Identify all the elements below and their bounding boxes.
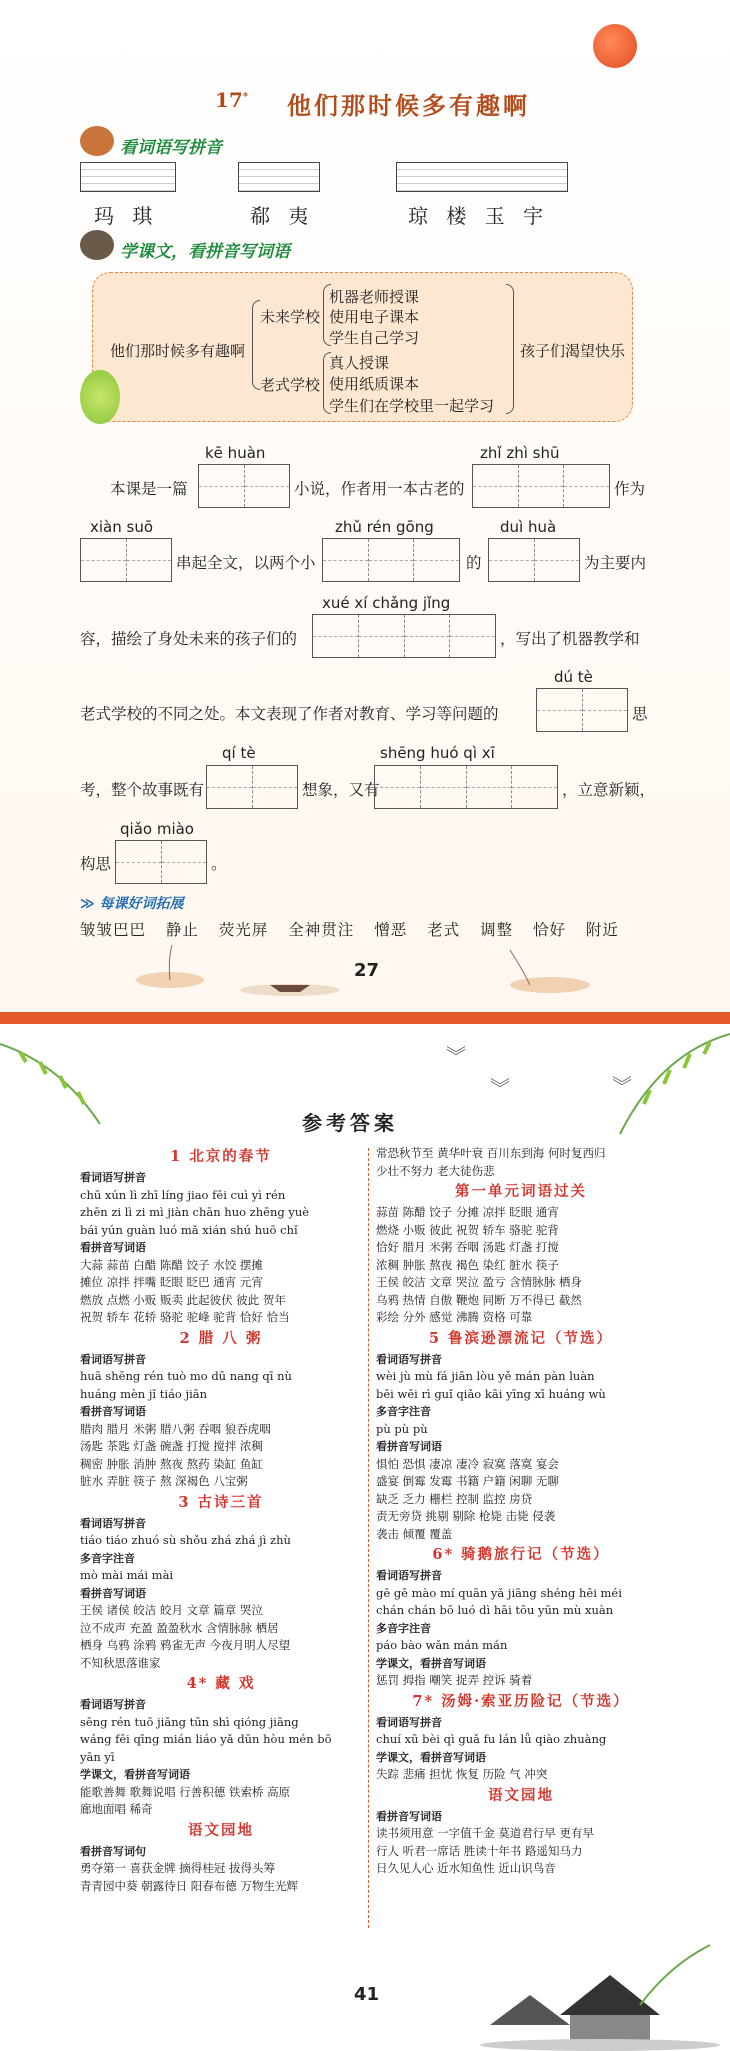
answer-line: chuí xū bèi qì guǎ fu lán lǚ qiào zhuàng — [376, 1732, 607, 1746]
pinyin-du-te: dú tè — [554, 668, 593, 686]
answer-subheading: 多音字注音 — [80, 1551, 135, 1565]
answer-line: 燃放 点燃 小贩 贩卖 此起彼伏 彼此 贺年 — [80, 1292, 286, 1307]
answer-subheading: 看词语写拼音 — [80, 1516, 146, 1530]
sun-decoration — [593, 24, 637, 68]
answer-line: 青青园中葵 朝露待日 阳春布德 万物生光辉 — [80, 1878, 298, 1893]
answer-line: 不知秋思落谁家 — [80, 1655, 161, 1670]
answer-grid-du-te[interactable] — [536, 688, 628, 732]
answer-grid-dui-hua[interactable] — [488, 538, 580, 582]
text-line-5a: 考，整个故事既有 — [80, 781, 205, 799]
pinyin-box-2[interactable] — [238, 162, 320, 192]
answer-line: 恰好 腊月 米粥 吞咽 汤匙 灯盏 打搅 — [376, 1240, 559, 1254]
lesson-title: 他们那时候多有趣啊 — [287, 91, 530, 120]
text-line-2c: 为主要内 — [584, 554, 647, 572]
word-1: 玛 琪 — [94, 204, 159, 228]
text-line-6a: 构思 — [80, 855, 112, 873]
word-2: 郗 夷 — [250, 204, 315, 228]
answer-heading: 1 北京的春节 — [170, 1148, 272, 1165]
answer-column-right — [376, 1145, 666, 1878]
map-old-item-3: 学生们在学校里一起学习 — [329, 397, 495, 415]
workbook-page-27 — [0, 0, 730, 1018]
answer-line: huā shēng rén tuò mo dū nang qī nù — [80, 1369, 292, 1383]
answer-grid-ke-huan[interactable] — [198, 464, 290, 508]
pinyin-zhi-zhi-shu: zhǐ zhì shū — [480, 444, 560, 462]
answer-heading: 7* 汤姆·索亚历险记（节选） — [412, 1692, 630, 1710]
pinyin-xian-suo: xiàn suō — [90, 518, 154, 536]
answer-grid-qiao-miao[interactable] — [115, 840, 207, 884]
section-title-pinyin: 看词语写拼音 — [120, 138, 222, 158]
text-line-5b: 想象，又有 — [302, 781, 380, 799]
answer-line: mò mài mái mài — [80, 1568, 174, 1582]
answer-line: 缺乏 乏力 栅栏 控制 监控 房贷 — [376, 1491, 533, 1506]
cow-mascot-icon — [80, 230, 114, 260]
answer-heading: 3 古诗三首 — [178, 1493, 264, 1511]
pinyin-ke-huan: kē huàn — [205, 444, 266, 462]
pinyin-dui-hua: duì huà — [500, 518, 557, 536]
page-number-27: 27 — [354, 960, 380, 981]
answer-subheading: 看拼音写词句 — [80, 1844, 146, 1858]
map-old-item-2: 使用纸质课本 — [329, 375, 420, 393]
answer-subheading: 看拼音写词语 — [376, 1440, 442, 1453]
map-future-item-3: 学生自己学习 — [329, 329, 420, 347]
answer-heading: 语文园地 — [188, 1821, 254, 1839]
answer-line: 盛宴 倒霉 发霉 书籍 户籍 闲聊 无聊 — [376, 1474, 559, 1488]
answer-line: 乌鸦 热情 自傲 鞭炮 同断 万不得已 截然 — [376, 1292, 582, 1307]
pinyin-box-1[interactable] — [80, 162, 176, 192]
answer-line: 彩绘 分外 感觉 沸腾 资格 可靠 — [376, 1310, 533, 1324]
double-arrow-icon: ≫ — [80, 896, 100, 912]
answer-line: wáng fēi qīng mián liáo yǎ dūn hòu mén bō — [80, 1732, 332, 1746]
map-brace-left — [252, 300, 260, 390]
answer-line: chū xún lì zhī líng jiao fēi cuì yì rén — [80, 1187, 286, 1202]
answer-heading: 2 腊 八 粥 — [179, 1329, 263, 1347]
page-number-41: 41 — [354, 1984, 380, 2005]
column-divider — [368, 1148, 369, 1928]
map-future: 未来学校 — [260, 308, 321, 326]
map-right: 孩子们渴望快乐 — [520, 342, 626, 360]
willow-branch-left-illustration — [0, 1034, 120, 1144]
map-old: 老式学校 — [260, 376, 321, 394]
answer-line: 袭击 倾覆 覆盖 — [376, 1526, 453, 1541]
text-line-1b: 小说，作者用一本古老的 — [294, 480, 465, 498]
text-line-4a: 老式学校的不同之处。本文表现了作者对教育、学习等问题的 — [80, 705, 499, 723]
answer-line: 王侯 诸侯 皎洁 皎月 文章 篇章 哭泣 — [80, 1603, 263, 1617]
answer-line: 腊肉 腊月 米粥 腊八粥 吞咽 狼吞虎咽 — [80, 1421, 271, 1436]
answer-line: 浓稠 肿胀 熬夜 褐色 染红 脏水 筷子 — [376, 1257, 559, 1272]
answer-grid-zhi-zhi-shu[interactable] — [472, 464, 610, 508]
answer-line: 勇夺第一 喜获金牌 摘得桂冠 拔得头筹 — [80, 1861, 275, 1875]
pinyin-xue-xi-chang-jing: xué xí chǎng jǐng — [322, 594, 451, 612]
answer-line: 蒜苗 陈醋 饺子 分摊 凉拌 眨眼 通宵 — [376, 1205, 559, 1219]
extend-title: ≫ 每课好词拓展 — [80, 896, 184, 912]
answer-subheading: 学课文，看拼音写词语 — [376, 1656, 486, 1670]
green-mascot-icon — [80, 370, 120, 424]
text-line-5c: ，立意新颖， — [562, 781, 656, 799]
answer-line: 常恐秋节至 黄华叶衰 百川东到海 何时复西归 — [376, 1146, 606, 1160]
answer-title: 参考答案 — [302, 1111, 398, 1135]
text-line-3a: 容，描绘了身处未来的孩子们的 — [80, 630, 298, 648]
answer-subheading: 学课文，看拼音写词语 — [80, 1768, 190, 1781]
answer-line: pù pù pù — [376, 1421, 428, 1436]
answer-line: 日久见人心 近水知鱼性 近山识鸟音 — [376, 1861, 556, 1875]
text-line-6b: 。 — [211, 855, 227, 873]
answer-heading: 第一单元词语过关 — [455, 1183, 587, 1200]
text-line-2a: 串起全文，以两个小 — [176, 554, 316, 572]
answer-subheading: 看词语写拼音 — [80, 1698, 146, 1711]
pinyin-qiao-miao: qiǎo miào — [120, 820, 194, 838]
text-line-2b: 的 — [466, 554, 482, 572]
answer-line: 读书须用意 一字值千金 莫道君行早 更有早 — [376, 1826, 594, 1840]
answer-line: chán chán bō luó dì hāi tōu yūn mù xuàn — [376, 1603, 614, 1617]
text-line-1c: 作为 — [614, 480, 646, 498]
answer-line: páo bào wǎn mán mán — [376, 1638, 508, 1652]
text-line-1a: 本课是一篇 — [110, 480, 188, 498]
pinyin-sheng-huo-qi-xi: shēng huó qì xī — [380, 744, 495, 762]
answer-line: 惧怕 恐惧 凄凉 凄冷 寂寞 落寞 宴会 — [376, 1456, 559, 1471]
answer-heading: 5 鲁滨逊漂流记（节选） — [428, 1329, 614, 1347]
text-line-3b: ，写出了机器教学和 — [500, 630, 640, 648]
answer-heading: 语文园地 — [488, 1786, 554, 1804]
section-title-fill: 学课文，看拼音写词语 — [120, 242, 290, 262]
map-center: 他们那时候多有趣啊 — [110, 342, 246, 360]
map-old-item-1: 真人授课 — [329, 354, 390, 372]
answer-line: 燃烧 小贩 彼此 祝贺 轿车 骆驼 驼背 — [376, 1222, 559, 1237]
answer-line: 能歌善舞 歌舞说唱 行善积德 铁索桥 高原 — [80, 1784, 291, 1799]
extend-words: 皱皱巴巴 静止 荧光屏 全神贯注 憎恶 老式 调整 恰好 附近 — [80, 921, 619, 939]
map-brace-right — [506, 284, 514, 414]
answer-line: gē gē mào mí quān yǎ jiāng shéng hēi méi — [376, 1585, 622, 1600]
answer-subheading: 看词语写拼音 — [80, 1352, 146, 1366]
answer-line: 失踪 悲痛 担忧 恢复 历险 气 冲突 — [376, 1767, 548, 1781]
pinyin-box-3[interactable] — [396, 162, 568, 192]
answer-grid-xue-xi-chang-jing[interactable] — [312, 614, 496, 658]
swallow-icon-2: ︾ — [490, 1076, 510, 1100]
answer-subheading: 多音字注音 — [376, 1621, 431, 1635]
answer-line: 稠密 肿胀 消肿 熬夜 熬药 染缸 鱼缸 — [80, 1456, 263, 1471]
answer-line: yān yī — [80, 1749, 115, 1764]
answer-heading: 4* 藏 戏 — [186, 1675, 256, 1692]
map-future-item-2: 使用电子课本 — [329, 308, 420, 326]
answer-heading: 6* 骑鹅旅行记（节选） — [432, 1546, 610, 1563]
answer-line: 责无旁贷 挑剔 剔除 枪毙 击毙 侵袭 — [376, 1509, 556, 1523]
text-line-4b: 思 — [632, 705, 648, 723]
answer-grid-xian-suo[interactable] — [80, 538, 172, 582]
answer-subheading: 学课文，看拼音写词语 — [376, 1750, 486, 1764]
answer-line: 廊地面唱 稀奇 — [80, 1802, 153, 1816]
boy-mascot-icon — [80, 126, 114, 156]
word-3: 琼 楼 玉 宇 — [408, 204, 550, 228]
answer-line: 王侯 皎洁 文章 哭泣 盈亏 含情脉脉 栖身 — [376, 1275, 582, 1289]
answer-line: 脏水 弄脏 筷子 熬 深褐色 八宝粥 — [80, 1474, 248, 1488]
answer-subheading: 看词语写拼音 — [376, 1715, 442, 1729]
swallow-icon-3: ︾ — [612, 1074, 632, 1098]
answer-line: 惩罚 拇指 嘲笑 捉弄 控诉 骑着 — [376, 1673, 533, 1687]
answer-line: 大蒜 蒜苗 白醋 陈醋 饺子 水饺 摆摊 — [80, 1257, 263, 1272]
answer-line: huáng mèn jǐ tiáo jiān — [80, 1386, 208, 1401]
answer-subheading: 看词语写拼音 — [80, 1171, 146, 1184]
answer-line: sēng rén tuō jiāng tūn shì qióng jiāng — [80, 1714, 299, 1729]
answer-subheading: 看词语写拼音 — [376, 1352, 442, 1366]
village-ink-illustration — [470, 1905, 730, 2051]
answer-column-left — [80, 1145, 362, 1895]
answer-line: 少壮不努力 老大徒伤悲 — [376, 1163, 495, 1178]
pinyin-qi-te: qí tè — [222, 744, 256, 762]
answer-line: zhēn zi lì zi mì jiàn chān huo zhēng yuè — [80, 1205, 310, 1219]
answer-subheading: 看拼音写词语 — [80, 1586, 146, 1600]
answer-line: bái yún guàn luó mǎ xián shú huō chǐ — [80, 1222, 298, 1237]
answer-line: 泣不成声 充盈 盈盈秋水 含情脉脉 栖居 — [80, 1620, 279, 1635]
answer-subheading: 多音字注音 — [376, 1405, 431, 1418]
answer-line: tiáo tiáo zhuó sù shǒu zhá zhá jì zhù — [80, 1533, 291, 1547]
answer-line: bēi wēi rì guǐ qiǎo kāi yīng xī huáng wù — [376, 1386, 606, 1401]
answer-grid-zhu-ren-gong[interactable] — [322, 538, 460, 582]
answer-line: 汤匙 茶匙 灯盏 碗盏 打搅 搅拌 浓稠 — [80, 1439, 263, 1453]
answer-subheading: 看词语写拼音 — [376, 1569, 442, 1582]
answer-subheading: 看拼音写词语 — [376, 1809, 442, 1823]
answer-line: wèi jù mù fá jiān lòu yě mán pàn luàn — [376, 1369, 595, 1383]
swallow-icon-1: ︾ — [446, 1044, 466, 1068]
page-divider — [0, 1012, 730, 1024]
pinyin-zhu-ren-gong: zhǔ rén gōng — [335, 518, 434, 536]
answer-line: 祝贺 轿车 花轿 骆驼 驼峰 驼背 恰好 恰当 — [80, 1310, 290, 1324]
answer-line: 摊位 凉拌 拌嘴 眨眼 眨巴 通宵 元宵 — [80, 1275, 263, 1289]
answer-line: 行人 听君一席话 胜读十年书 路遥知马力 — [376, 1843, 583, 1858]
answer-grid-sheng-huo-qi-xi[interactable] — [374, 765, 558, 809]
answer-grid-qi-te[interactable] — [206, 765, 298, 809]
willow-branch-right-illustration — [560, 1024, 730, 1154]
answer-line: 栖身 乌鸦 涂鸦 鸦雀无声 今夜月明人尽望 — [80, 1638, 291, 1652]
map-future-item-1: 机器老师授课 — [329, 288, 420, 306]
answer-subheading: 看拼音写词语 — [80, 1241, 146, 1254]
answer-subheading: 看拼音写词语 — [80, 1405, 146, 1418]
lesson-number: 17* — [215, 88, 249, 112]
